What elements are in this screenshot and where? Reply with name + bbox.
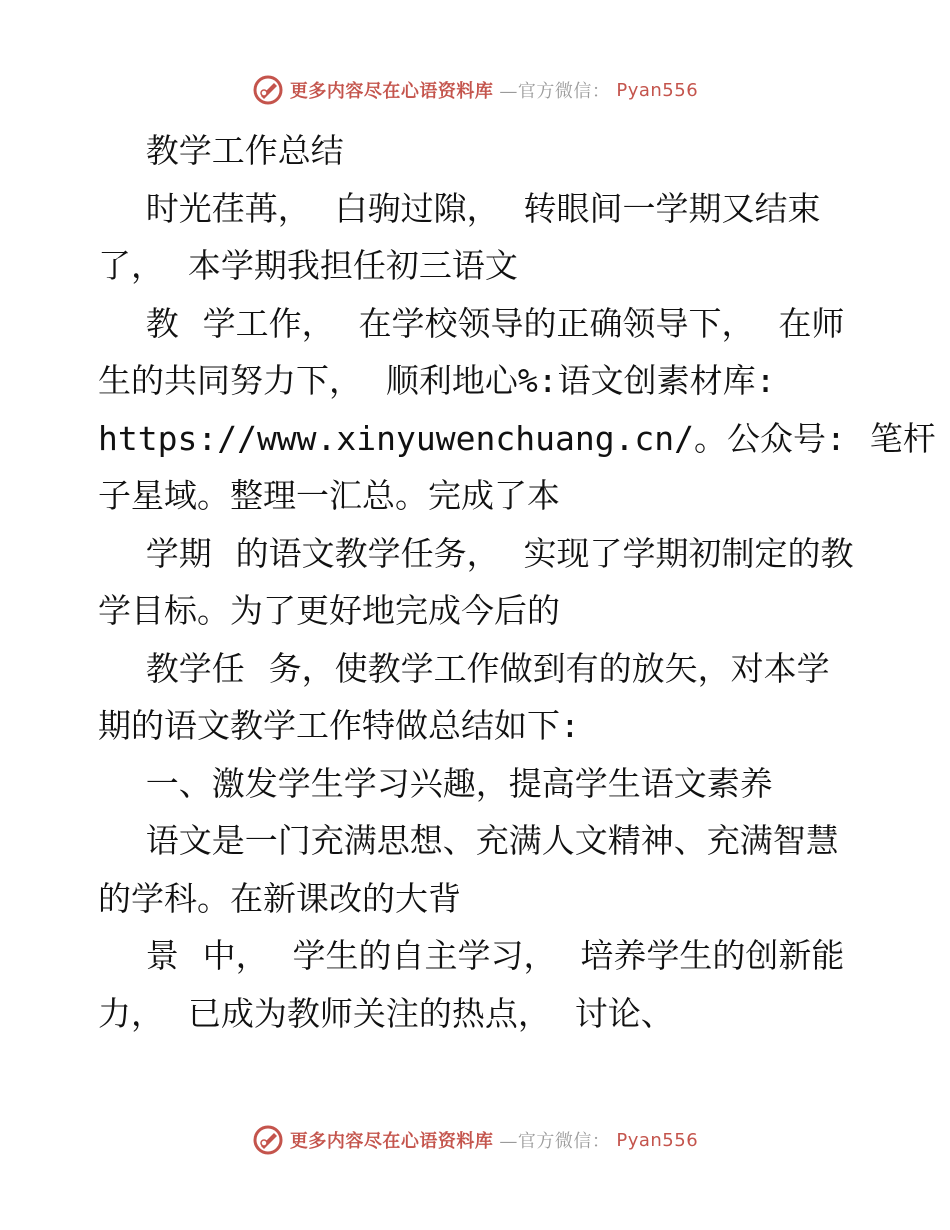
text-line: 力， 已成为教师关注的热点， 讨论、 <box>98 993 674 1033</box>
text-line: 期的语文教学工作特做总结如下: <box>98 706 580 745</box>
document-title: 教学工作总结 <box>98 131 344 170</box>
text-line: 学目标。为了更好地完成今后的 <box>98 591 560 630</box>
promo-text: 更多内容尽在心语资料库 <box>289 81 494 102</box>
promo-text: 更多内容尽在心语资料库 <box>289 1131 494 1152</box>
header-banner <box>0 70 950 110</box>
footer-banner <box>0 1120 950 1160</box>
official-wechat-label: —官方微信： <box>499 81 611 102</box>
text-line: 学期 的语文教学任务， 实现了学期初制定的教 <box>98 533 854 573</box>
text-line: 语文是一门充满思想、充满人文精神、充满智慧 <box>98 821 839 860</box>
text-line: 景 中， 学生的自主学习， 培养学生的创新能 <box>98 936 845 975</box>
text-line: 了， 本学期我担任初三语文 <box>98 246 518 285</box>
text-line: 子星域。整理一汇总。完成了本 <box>98 476 560 515</box>
text-line: 教 学工作， 在学校领导的正确领导下， 在师 <box>98 303 845 343</box>
wechat-id: Pyan556 <box>616 79 699 101</box>
official-wechat-label: —官方微信： <box>499 1131 611 1152</box>
seal-logo-icon <box>252 74 284 106</box>
text-line: https://www.xinyuwenchuang.cn/。公众号: 笔杆 <box>98 418 936 458</box>
section-heading: 一、激发学生学习兴趣，提高学生语文素养 <box>98 763 773 803</box>
wechat-id: Pyan556 <box>616 1129 699 1151</box>
text-line: 时光荏苒， 白驹过隙， 转眼间一学期又结束 <box>98 188 821 228</box>
text-line: 生的共同努力下， 顺利地心%:语文创素材库: <box>98 361 776 400</box>
text-line: 教学任 务，使教学工作做到有的放矢，对本学 <box>98 648 830 688</box>
text-line: 的学科。在新课改的大背 <box>98 878 461 918</box>
document-body <box>98 122 936 1042</box>
seal-logo-icon <box>252 1124 284 1156</box>
